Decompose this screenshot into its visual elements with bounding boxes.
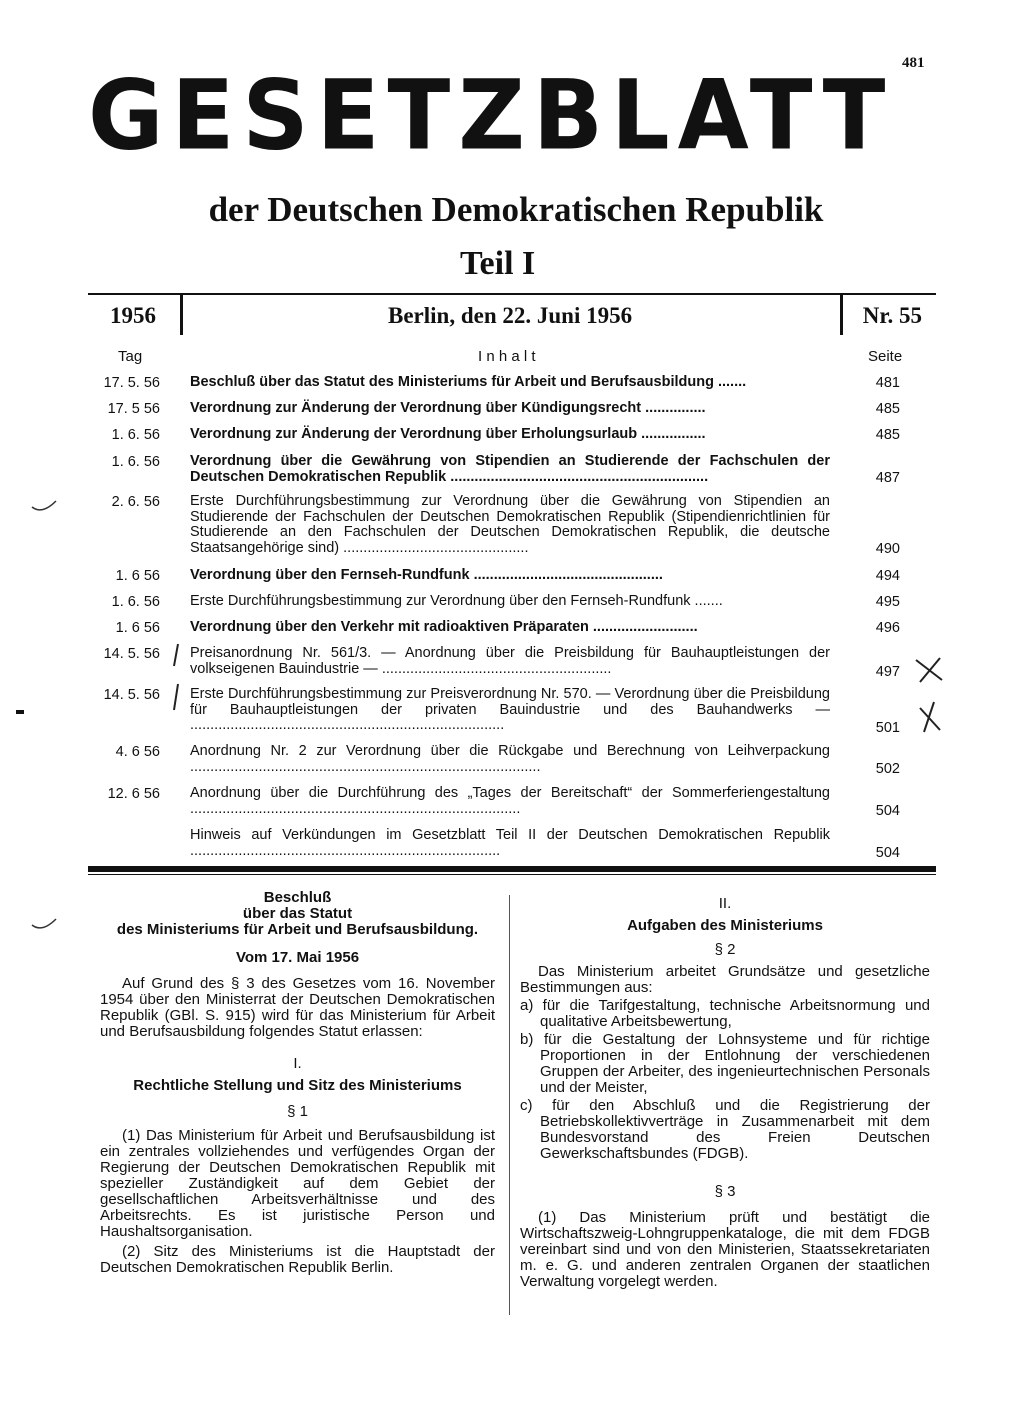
toc-date: 4. 6 56 — [115, 744, 160, 760]
toc-title: Verordnung über den Verkehr mit radioaktiven Präparaten .......................... — [190, 619, 698, 635]
toc-page: 481 — [875, 375, 900, 391]
toc-page: 496 — [875, 620, 900, 636]
divider — [180, 295, 183, 335]
left-column — [100, 890, 495, 1276]
decision-date: Vom 17. Mai 1956 — [235, 949, 360, 966]
toc-title: Erste Durchführungsbestimmung zur Verordnung über den Fernseh-Rundfunk ....... — [190, 593, 723, 609]
masthead-subtitle: der Deutschen Demokratischen Republik — [208, 190, 824, 229]
toc-header-page: Seite — [868, 348, 903, 365]
toc-date: 1. 6. 56 — [111, 454, 160, 470]
body-paragraph: (2) Sitz des Ministeriums ist die Hauptstadt der Deutschen Demokratischen Republik Berlin. — [100, 1243, 495, 1276]
toc-page: 494 — [875, 568, 900, 584]
intro-paragraph: Auf Grund des § 3 des Gesetzes vom 16. November 1954 über den Ministerrat der Deutschen Demokratischen Republik (GBl. S. 915) wird für das Ministerium für Arbeit und Berufsausbildung folgendes Statut erlassen: — [100, 975, 495, 1040]
issue-year: 1956 — [110, 303, 156, 328]
paragraph-sign: § 3 — [714, 1183, 736, 1200]
paragraph-sign: § 2 — [714, 941, 736, 958]
issue-date: Berlin, den 22. Juni 1956 — [388, 303, 633, 328]
toc-page: 504 — [875, 803, 900, 819]
column-divider — [509, 895, 510, 1315]
toc-page: 485 — [875, 401, 900, 417]
toc-header-day: Tag — [118, 348, 143, 365]
masthead-part: Teil I — [460, 245, 536, 282]
list-item: a) für die Tarifgestaltung, technische Arbeitsnormung und qualitative Arbeitsbewertung, — [520, 997, 930, 1030]
toc-title: Verordnung über den Fernseh-Rundfunk ............................................... — [190, 567, 663, 583]
body-paragraph: (1) Das Ministerium prüft und bestätigt die Wirtschaftszweig-Lohngruppenkataloge, die mit dem FDGB vereinbart sind und von den Ministerien, Staatssekretariaten m. e. G. und anderen zentralen Organen der staatlichen Verwaltung vorgelegt werden. — [520, 1209, 930, 1290]
toc-title: Anordnung Nr. 2 zur Verordnung über die Rückgabe und Berechnung von Leihverpackung ....................................................................................... — [190, 744, 830, 775]
section-rule — [88, 874, 936, 875]
cross-mark-icon — [912, 652, 948, 738]
issue-number: Nr. 55 — [862, 303, 922, 328]
body-paragraph: (1) Das Ministerium für Arbeit und Berufsausbildung ist ein zentrales vollziehendes und verfügendes Organ der Regierung der Deutschen Demokratischen Republik mit spezieller Zuständigkeit auf dem Gebiet der gesellschaftlichen Arbeitsverhältnisse und des Arbeitsrechts. Es ist juristische Person und Haushaltsorganisation. — [100, 1127, 495, 1240]
toc-date: 1. 6. 56 — [111, 427, 160, 443]
right-column — [520, 896, 930, 1290]
masthead-title: GESETZBLATT — [88, 59, 894, 172]
toc-page: 502 — [875, 761, 900, 777]
toc-page: 485 — [875, 427, 900, 443]
toc-title: Verordnung über die Gewährung von Stipendien an Studierende der Fachschulen der Deutschen Demokratischen Republik ................................................................ — [190, 454, 830, 485]
toc-date: 2. 6. 56 — [111, 494, 160, 510]
paragraph-sign: § 1 — [287, 1103, 308, 1120]
toc-page: 487 — [875, 470, 900, 486]
toc-page: 490 — [875, 541, 900, 557]
toc-title: Erste Durchführungsbestimmung zur Verordnung über die Gewährung von Stipendien an Studierende der Fachschulen der Deutschen Demokratischen Republik (Stipendienrichtlinien für Studierende an den Fachschulen der Deutschen Demokratischen Republik, die deutsche Staatsangehörige sind) .............................................. — [190, 494, 830, 556]
section-rule — [88, 866, 936, 872]
check-mark-icon — [30, 915, 60, 935]
decision-heading: Beschluß — [263, 889, 332, 906]
list-item: b) für die Gestaltung der Lohnsysteme und für richtige Proportionen in der Entlohnung der verschiedenen Gruppen der Arbeiter, des ingenieurtechnischen Personals und der Meister, — [520, 1031, 930, 1096]
page-number: 481 — [902, 55, 925, 71]
toc-page: 497 — [875, 664, 900, 680]
toc-page: 501 — [875, 720, 900, 736]
section-title: Rechtliche Stellung und Sitz des Ministeriums — [133, 1077, 462, 1094]
toc-date: 14. 5. 56 — [103, 646, 160, 662]
margin-mark — [16, 710, 24, 714]
toc-page: 504 — [875, 845, 900, 861]
toc-date: 1. 6. 56 — [111, 594, 160, 610]
toc-title: Erste Durchführungsbestimmung zur Preisverordnung Nr. 570. — Verordnung über die Preisbildung für Bauhauptleistungen der privaten Bauindustrie und des Bauhandwerks — .............................................................................. — [190, 687, 830, 733]
toc-title: Beschluß über das Statut des Ministeriums für Arbeit und Berufsausbildung ....... — [190, 374, 747, 390]
toc-date: 1. 6 56 — [115, 620, 160, 636]
toc-title: Hinweis auf Verkündungen im Gesetzblatt Teil II der Deutschen Demokratischen Republik ............................................................................. — [190, 828, 830, 859]
decision-heading: über das Statut — [242, 905, 353, 922]
check-mark-icon — [30, 495, 60, 515]
section-number: II. — [718, 895, 732, 912]
toc-date: 17. 5 56 — [107, 401, 160, 417]
toc-header-content: I n h a l t — [478, 348, 536, 365]
handwritten-mark-icon — [168, 640, 184, 720]
section-number: I. — [293, 1055, 302, 1072]
toc-title: Preisanordnung Nr. 561/3. — Anordnung über die Preisbildung für Bauhauptleistungen der volkseigenen Bauindustrie — ......................................................... — [190, 646, 830, 677]
toc-title: Verordnung zur Änderung der Verordnung über Erholungsurlaub ................ — [190, 426, 706, 442]
body-paragraph: Das Ministerium arbeitet Grundsätze und gesetzliche Bestimmungen aus: — [520, 963, 930, 996]
toc-date: 14. 5. 56 — [103, 687, 160, 703]
divider — [840, 295, 843, 335]
toc-page: 495 — [875, 594, 900, 610]
issue-bar — [88, 293, 936, 337]
toc-date: 1. 6 56 — [115, 568, 160, 584]
decision-heading: des Ministeriums für Arbeit und Berufsausbildung. — [116, 921, 479, 938]
toc-title: Anordnung über die Durchführung des „Tages der Bereitschaft“ der Sommerferiengestaltung .................................................................................. — [190, 786, 830, 817]
section-title: Aufgaben des Ministeriums — [627, 917, 823, 934]
toc-title: Verordnung zur Änderung der Verordnung über Kündigungsrecht ............... — [190, 400, 706, 416]
toc-date: 12. 6 56 — [107, 786, 160, 802]
list-item: c) für den Abschluß und die Registrierung der Betriebskollektivverträge in Zusammenarbeit mit dem Bundesvorstand des Freien Deutschen Gewerkschaftsbundes (FDGB). — [520, 1097, 930, 1162]
toc-date: 17. 5. 56 — [103, 375, 160, 391]
